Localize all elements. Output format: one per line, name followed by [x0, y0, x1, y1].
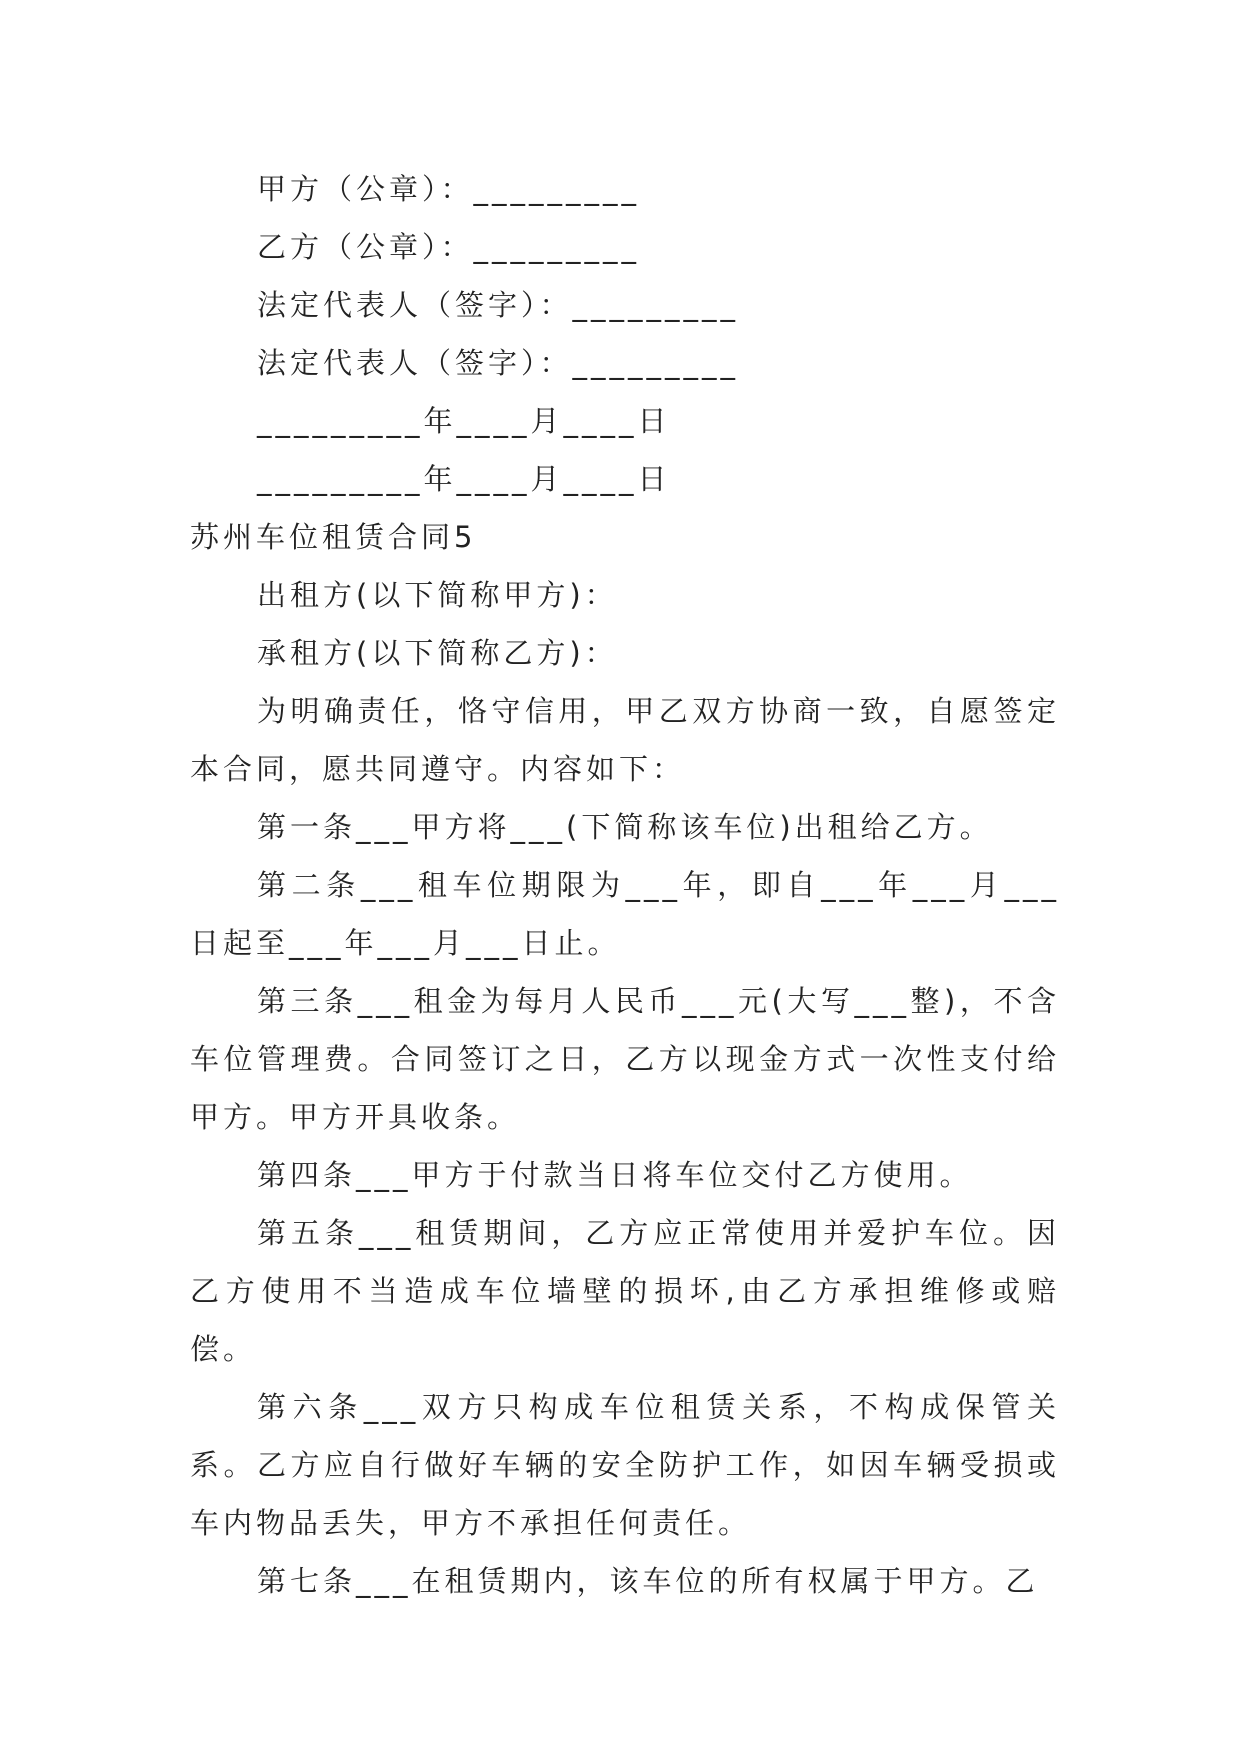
contract-title: 苏州车位租赁合同5	[190, 520, 477, 554]
lessor-line: 出租方(以下简称甲方)：	[257, 578, 618, 612]
article-2: 第二条___租车位期限为___年，即自___年___月___日起至___年___月___日止。	[190, 868, 1060, 960]
contract-body	[190, 160, 1060, 1610]
article-7: 第七条___在租赁期内，该车位的所有权属于甲方。乙	[257, 1564, 1039, 1598]
lessee-line: 承租方(以下简称乙方)：	[257, 636, 618, 670]
party-a-seal-line: 甲方（公章）：_________	[257, 172, 641, 206]
preamble-paragraph: 为明确责任，恪守信用，甲乙双方协商一致，自愿签定本合同，愿共同遵守。内容如下：	[190, 694, 1060, 786]
date-line-b: _________年____月____日	[257, 462, 671, 496]
date-line-a: _________年____月____日	[257, 404, 671, 438]
article-6: 第六条___双方只构成车位租赁关系，不构成保管关系。乙方应自行做好车辆的安全防护工作，如因车辆受损或车内物品丢失，甲方不承担任何责任。	[190, 1390, 1060, 1540]
legal-rep-signature-line-b: 法定代表人（签字）：_________	[257, 346, 740, 380]
article-1: 第一条___甲方将___(下简称该车位)出租给乙方。	[257, 810, 993, 844]
legal-rep-signature-line-a: 法定代表人（签字）：_________	[257, 288, 740, 322]
article-5: 第五条___租赁期间，乙方应正常使用并爱护车位。因乙方使用不当造成车位墙壁的损坏,由乙方承担维修或赔偿。	[190, 1216, 1060, 1366]
article-4: 第四条___甲方于付款当日将车位交付乙方使用。	[257, 1158, 973, 1192]
article-3: 第三条___租金为每月人民币___元(大写___整)，不含车位管理费。合同签订之日，乙方以现金方式一次性支付给甲方。甲方开具收条。	[190, 984, 1060, 1134]
party-b-seal-line: 乙方（公章）：_________	[257, 230, 641, 264]
